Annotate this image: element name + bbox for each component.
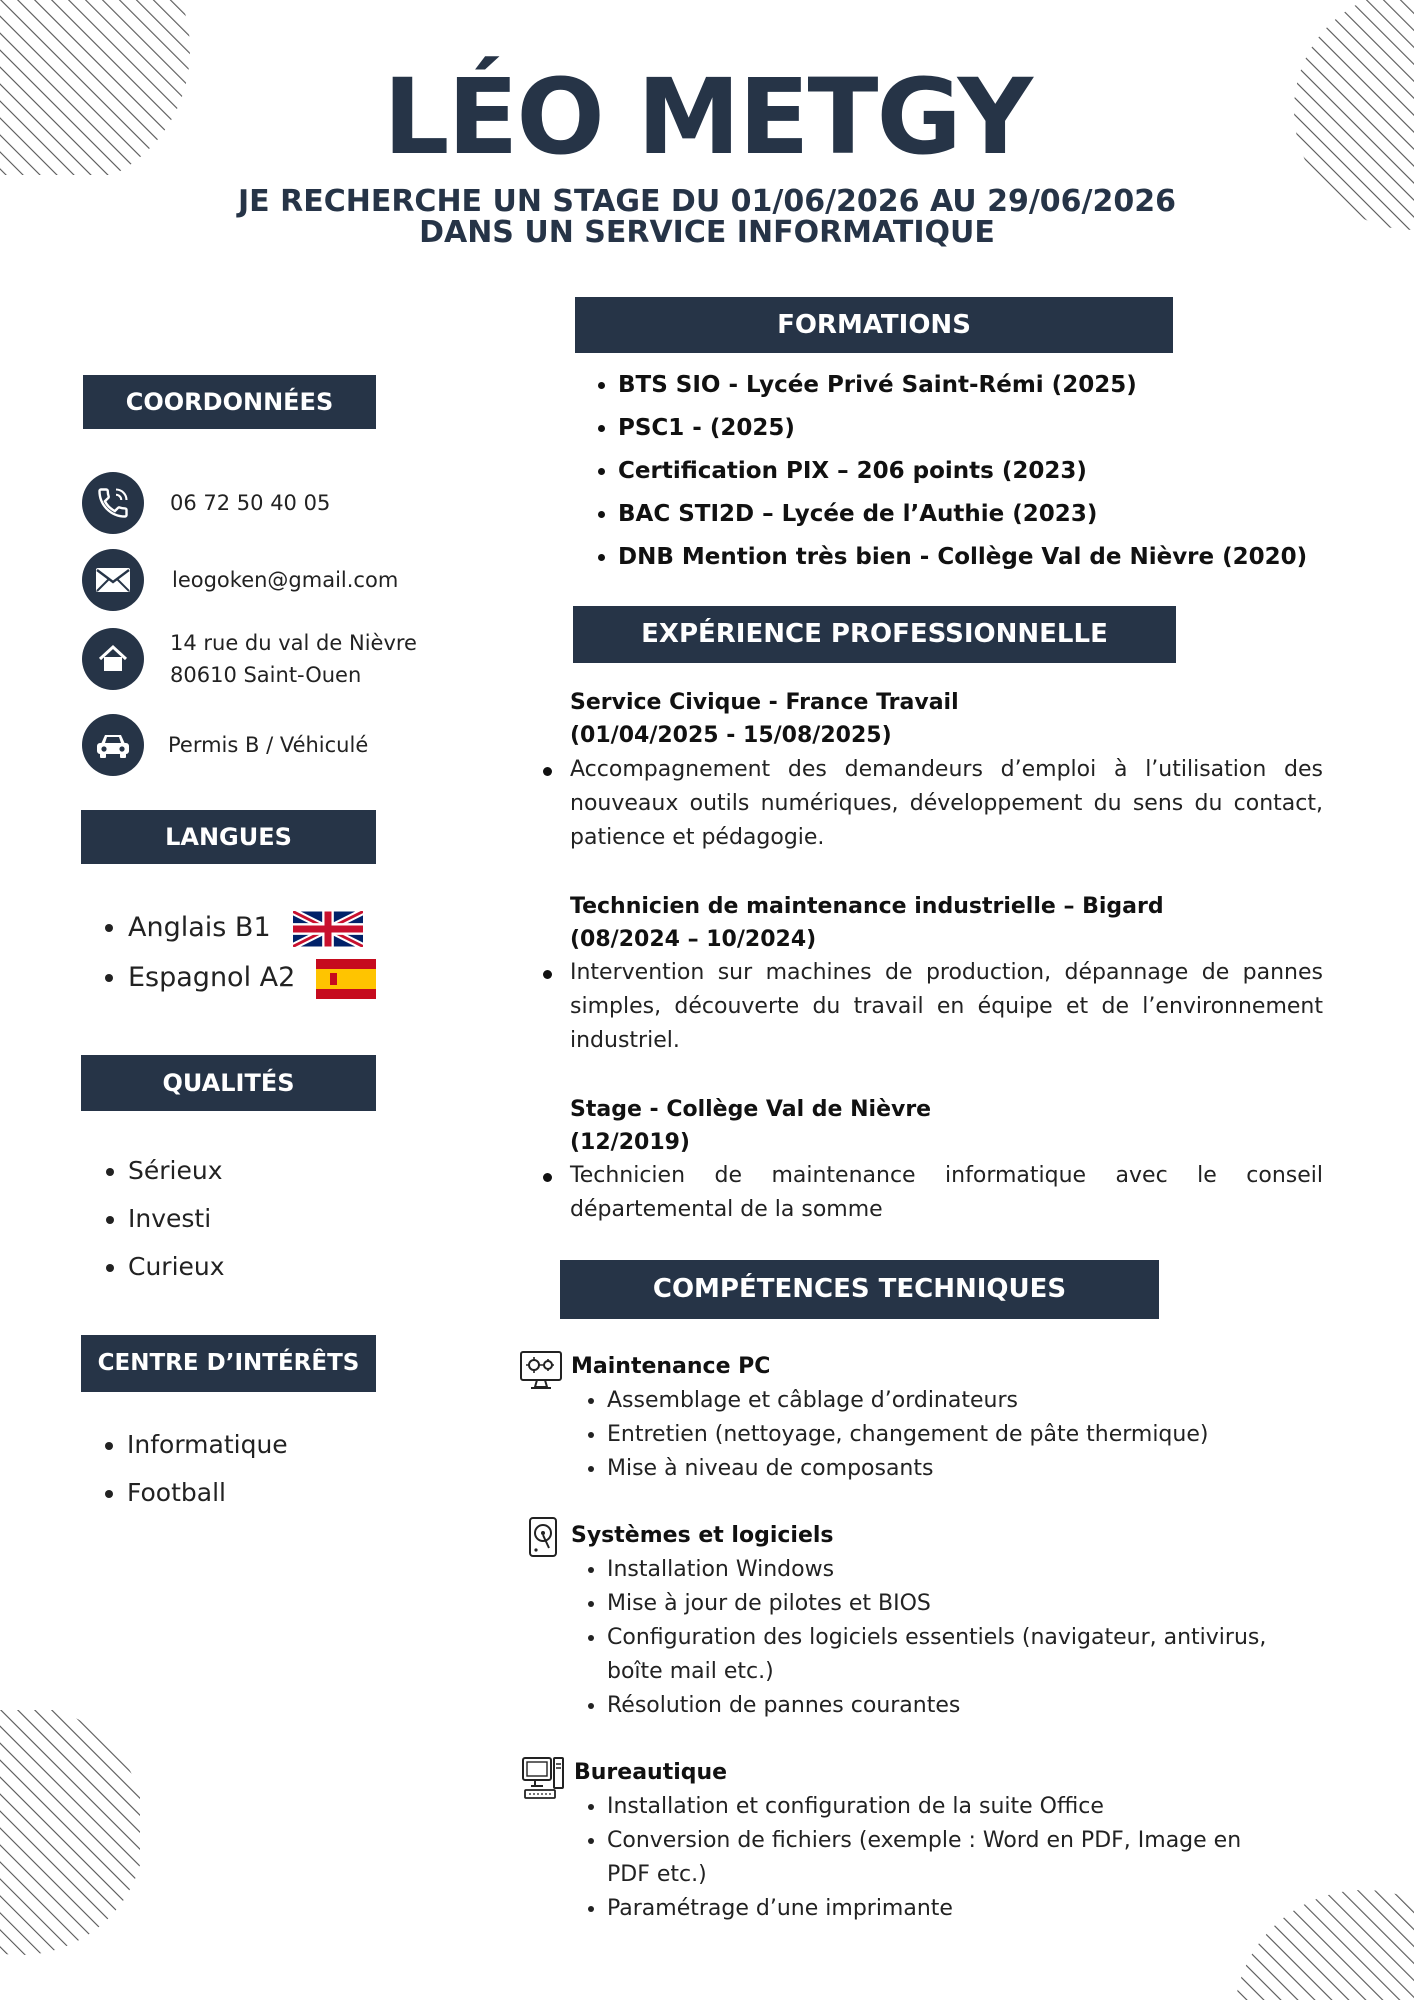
home-icon (82, 628, 144, 690)
phone-icon (82, 472, 144, 534)
list-item: • Entretien (nettoyage, changement de pâte thermique) (607, 1418, 1367, 1452)
skill-group-title: Systèmes et logiciels (571, 1523, 834, 1548)
experience-title (570, 686, 959, 752)
list-item: • Sérieux (128, 1147, 428, 1195)
list-item: • Assemblage et câblage d’ordinateurs (607, 1384, 1367, 1418)
langues-list (82, 903, 448, 1003)
experience-role: Stage - Collège Val de Nièvre (570, 1097, 932, 1122)
contact-address (82, 627, 417, 691)
contact-email (82, 549, 398, 611)
list-item: • Résolution de pannes courantes (607, 1689, 1297, 1723)
formations-list (590, 364, 1338, 579)
experience-dates: (01/04/2025 - 15/08/2025) (570, 723, 892, 748)
interets-heading: CENTRE D’INTÉRÊTS (81, 1335, 376, 1392)
skill-group-title: Maintenance PC (571, 1354, 771, 1379)
uk-flag-icon (293, 911, 363, 947)
list-item: • Configuration des logiciels essentiels (navigateur, antivirus, boîte mail etc.) (607, 1621, 1297, 1689)
list-item (128, 903, 448, 953)
list-item: • Informatique (127, 1421, 427, 1469)
formations-heading: FORMATIONS (575, 297, 1173, 353)
list-item: • Mise à jour de pilotes et BIOS (607, 1587, 1297, 1621)
experience-role: Service Civique - France Travail (570, 690, 959, 715)
experience-dates: (12/2019) (570, 1130, 690, 1155)
list-item: • Mise à niveau de composants (607, 1452, 1367, 1486)
list-item: • Certification PIX – 206 points (2023) (618, 450, 1338, 493)
mail-icon (82, 549, 144, 611)
skill-group-title: Bureautique (574, 1760, 728, 1785)
car-icon (82, 714, 144, 776)
skill-list (578, 1553, 1297, 1723)
spain-flag-icon (316, 959, 376, 999)
experience-description: Intervention sur machines de production, dépannage de pannes simples, découverte du travail en équipe et de l’environnement industriel. (570, 960, 1323, 1053)
computer-settings-icon (519, 1350, 563, 1392)
list-item: • Curieux (128, 1243, 428, 1291)
bullet (543, 1173, 552, 1182)
langue-label: Anglais B1 (128, 912, 271, 943)
subtitle-line-2: DANS UN SERVICE INFORMATIQUE (419, 215, 995, 250)
email-address[interactable]: leogoken@gmail.com (172, 568, 399, 592)
experience-title (570, 1093, 931, 1159)
page-subtitle (0, 186, 1414, 248)
list-item: • Football (127, 1469, 427, 1517)
address-line-1: 14 rue du val de Nièvre (170, 631, 417, 655)
skill-list (578, 1790, 1287, 1926)
list-item: • DNB Mention très bien - Collège Val de Nièvre (2020) (618, 536, 1338, 579)
qualites-list (82, 1147, 428, 1291)
coordonnees-heading: COORDONNÉES (83, 375, 376, 429)
list-item: • Paramétrage d’une imprimante (607, 1892, 1287, 1926)
desktop-computer-icon (521, 1756, 565, 1800)
address-line-2: 80610 Saint-Ouen (170, 663, 362, 687)
list-item (128, 953, 448, 1003)
skill-list (578, 1384, 1367, 1486)
list-item: • Investi (128, 1195, 428, 1243)
list-item: • BAC STI2D – Lycée de l’Authie (2023) (618, 493, 1338, 536)
list-item: • Installation et configuration de la suite Office (607, 1790, 1287, 1824)
experience-description: Accompagnement des demandeurs d’emploi à l’utilisation des nouveaux outils numériques, développement du sens du contact, patience et pédagogie. (570, 757, 1323, 850)
qualites-heading: QUALITÉS (81, 1055, 376, 1111)
license-text: Permis B / Véhiculé (168, 733, 369, 757)
experience-role: Technicien de maintenance industrielle – Bigard (570, 894, 1164, 919)
list-item: • BTS SIO - Lycée Privé Saint-Rémi (2025) (618, 364, 1338, 407)
corner-decoration-bottom-left (0, 1710, 140, 1960)
list-item: • Conversion de fichiers (exemple : Word en PDF, Image en PDF etc.) (607, 1824, 1287, 1892)
experience-heading: EXPÉRIENCE PROFESSIONNELLE (573, 606, 1176, 663)
list-item: • Installation Windows (607, 1553, 1297, 1587)
experience-description: Technicien de maintenance informatique avec le conseil départemental de la somme (570, 1163, 1323, 1222)
list-item: • PSC1 - (2025) (618, 407, 1338, 450)
competences-heading: COMPÉTENCES TECHNIQUES (560, 1260, 1159, 1319)
experience-dates: (08/2024 – 10/2024) (570, 927, 817, 952)
langue-label: Espagnol A2 (128, 962, 296, 993)
subtitle-line-1: JE RECHERCHE UN STAGE DU 01/06/2026 AU 29/06/2026 (238, 184, 1176, 219)
langues-heading: LANGUES (81, 810, 376, 864)
phone-number[interactable]: 06 72 50 40 05 (170, 491, 331, 515)
hard-drive-icon (528, 1516, 558, 1558)
contact-license (82, 714, 368, 776)
bullet (543, 970, 552, 979)
experience-title (570, 890, 1164, 956)
contact-phone (82, 472, 330, 534)
bullet (543, 767, 552, 776)
page-title: LÉO METGY (383, 56, 1031, 178)
interets-list (81, 1421, 427, 1517)
